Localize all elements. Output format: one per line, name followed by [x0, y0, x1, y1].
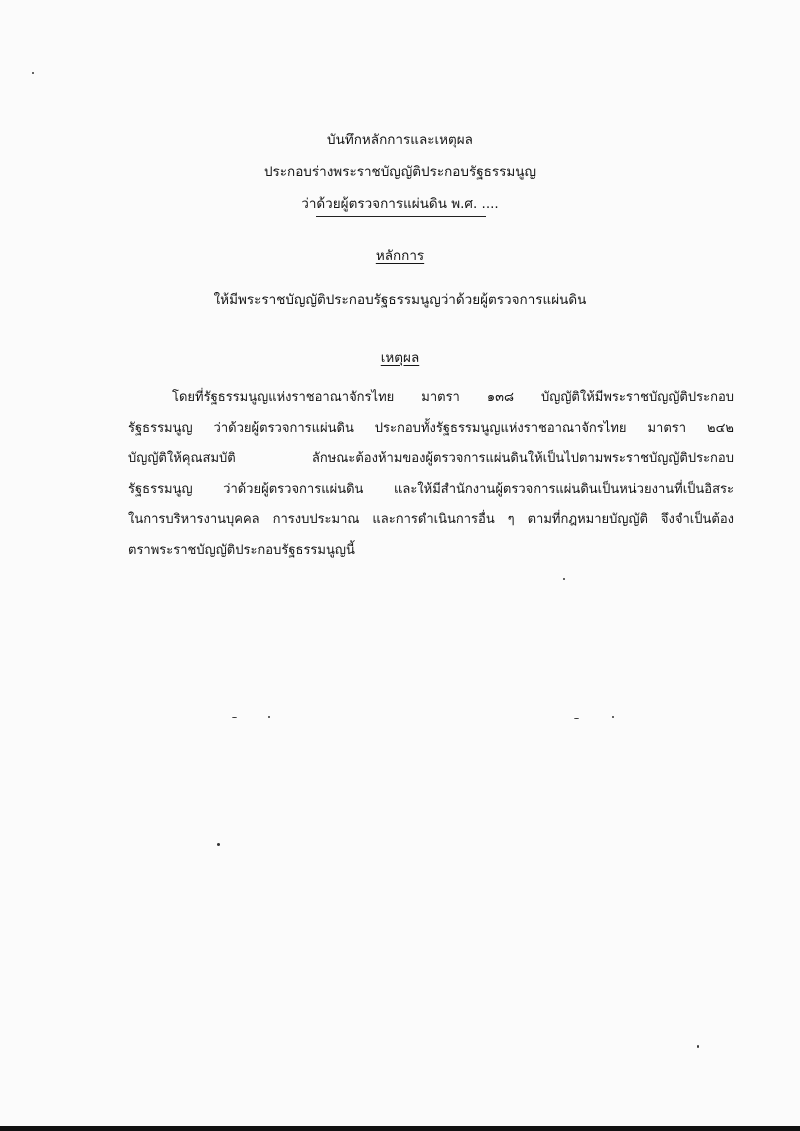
scan-speck — [574, 718, 579, 719]
reason-line: โดยที่รัฐธรรมนูญแห่งราชอาณาจักรไทย มาตรา ๑๓๘ บัญญัติให้มีพระราชบัญญัติประกอบ — [172, 390, 734, 405]
header-subtitle: ประกอบร่างพระราชบัญญัติประกอบรัฐธรรมนูญ — [263, 164, 537, 180]
principle-text: ให้มีพระราชบัญญัติประกอบรัฐธรรมนูญว่าด้วยผู้ตรวจการแผ่นดิน — [213, 292, 587, 308]
reason-heading: เหตุผล — [380, 350, 420, 366]
principle-heading: หลักการ — [375, 248, 425, 264]
scan-speck — [268, 716, 270, 718]
scan-speck — [697, 1045, 699, 1048]
scan-speck — [217, 843, 220, 846]
header-subject: ว่าด้วยผู้ตรวจการแผ่นดิน พ.ศ. .... — [301, 196, 499, 212]
header-title: บันทึกหลักการและเหตุผล — [327, 132, 473, 148]
scan-speck — [612, 716, 614, 718]
scan-speck — [32, 72, 34, 74]
reason-line: ตราพระราชบัญญัติประกอบรัฐธรรมนูญนี้ — [128, 542, 355, 558]
scan-bottom-edge — [0, 1126, 800, 1131]
header-divider — [316, 216, 486, 217]
reason-line: รัฐธรรมนูญ ว่าด้วยผู้ตรวจการแผ่นดิน และให้มีสำนักงานผู้ตรวจการแผ่นดินเป็นหน่วยงานที่เป็นอิสระ — [128, 481, 734, 497]
reason-line: บัญญัติให้คุณสมบัติ ลักษณะต้องห้ามของผู้ตรวจการแผ่นดินให้เป็นไปตามพระราชบัญญัติประกอบ — [128, 451, 734, 466]
scan-speck — [563, 578, 565, 580]
scan-speck — [232, 717, 237, 718]
reason-body — [128, 383, 734, 566]
document-header — [0, 124, 800, 220]
reason-line: ในการบริหารงานบุคคล การงบประมาณ และการดำเนินการอื่น ๆ ตามที่กฎหมายบัญญัติ จึงจำเป็นต้อง — [128, 512, 734, 527]
reason-line: รัฐธรรมนูญ ว่าด้วยผู้ตรวจการแผ่นดิน ประกอบทั้งรัฐธรรมนูญแห่งราชอาณาจักรไทย มาตรา ๒๔๒ — [128, 420, 734, 436]
